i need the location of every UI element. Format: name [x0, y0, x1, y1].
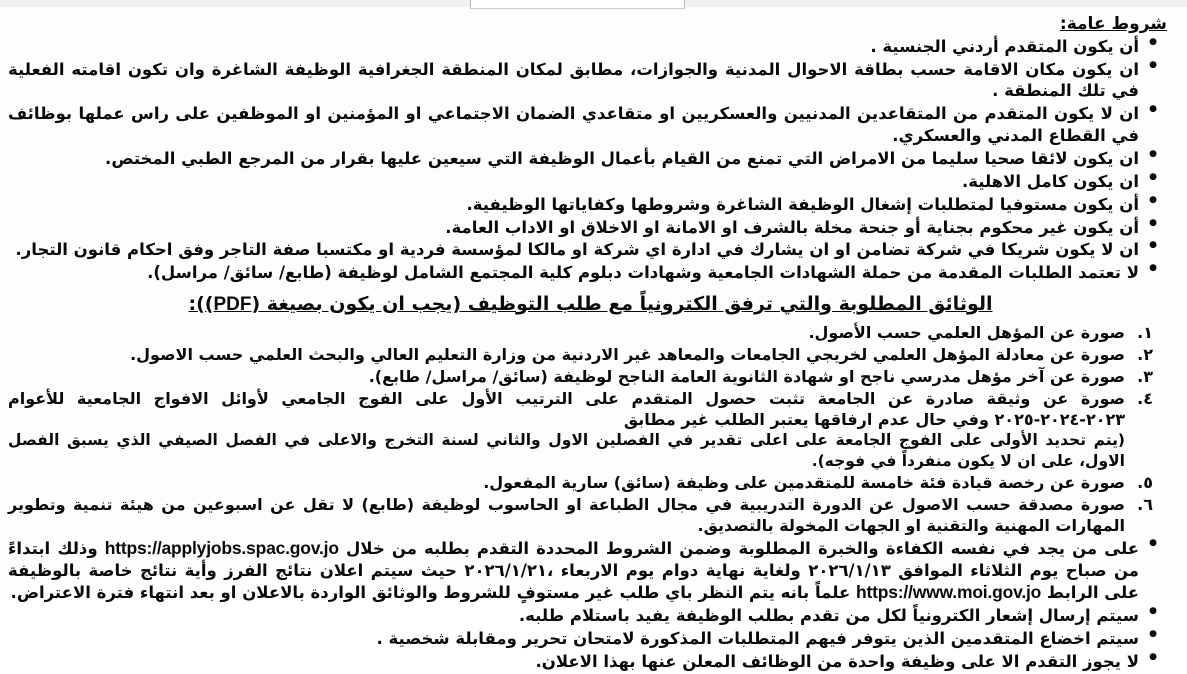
- moi-url[interactable]: https://www.moi.gov.jo: [855, 582, 1042, 603]
- list-item-text: صورة عن المؤهل العلمي حسب الأصول.: [808, 322, 1125, 342]
- list-item: ● لا تعتمد الطلبات المقدمة من حملة الشهادات الجامعية وشهادات دبلوم كلية المجتمع الشامل لوظيفة (طابع/ سائق/ مراسل).: [8, 262, 1159, 283]
- note-part-4: حيث سيتم اعلان نتائج الفرز وأية نتائج خاصة بالوظيفة على الرابط: [8, 560, 1139, 603]
- list-item: [8, 472, 1155, 493]
- note-part-1: على من يجد في نفسه الكفاءة والخبرة المطلوبة وضمن الشروط المحددة التقدم بطلبه من خلال: [345, 538, 1139, 558]
- list-item: ● ان لا يكون شريكا في شركة تضامن او ان يشارك في ادارة اي شركة او مالكا لمؤسسة فردية او مكتسبا صفة التاجر وفق احكام قانون التجار.: [8, 239, 1159, 260]
- list-item: ● ان يكون كامل الاهلية.: [8, 171, 1159, 192]
- list-item: ● ان يكون مكان الاقامة حسب بطاقة الاحوال المدنية والجوازات، مطابق لمكان المنطقة الجغرافية الوظيفة الشاغرة وان تكون اقامته الفعلية في تلك المنطقة .: [8, 59, 1159, 102]
- final-notes-list: [8, 537, 1173, 673]
- note-part-3: ولغاية نهاية دوام يوم الاربعاء: [560, 560, 801, 580]
- note-part-2: وذلك ابتداءً من صباح يوم الثلاثاء الموافق: [8, 538, 1140, 580]
- list-item-text: صورة عن رخصة قيادة فئة خامسة للمتقدمين على وظيفة (سائق) سارية المفعول.: [483, 472, 1125, 492]
- list-item: [8, 494, 1155, 536]
- list-item-text: صورة عن آخر مؤهل مدرسي ناجح او شهادة الثانوية العامة الناجح لوظيفة (سائق/ مراسل/ طابع).: [368, 367, 1125, 387]
- list-item-subtext: (يتم تحديد الأولى على الفوج الجامعة على اعلى تقدير في الفصلين الاول والثاني لسنة التخرج والاعلى في الفصل الصيفي الذي يسبق الفصل الاول، على ان لا يكون منفرداً في فوجه).: [8, 431, 1125, 470]
- general-conditions-list: [8, 36, 1173, 284]
- required-documents-title-before: الوثائق المطلوبة والتي ترفق الكترونياً مع طلب التوظيف (يجب ان يكون بصيغة (: [251, 292, 993, 315]
- list-item: [8, 388, 1155, 471]
- required-documents-list: [8, 322, 1173, 536]
- list-item: ● سيتم اخضاع المتقدمين الذين يتوفر فيهم المتطلبات المذكورة لامتحان تحرير ومقابلة شخصية .: [8, 628, 1159, 649]
- list-item: ● أن يكون غير محكوم بجناية أو جنحة مخلة بالشرف او الامانة او الاخلاق او الاداب العامة.: [8, 217, 1159, 238]
- end-date: ،٢٠٢٦/١/٢١: [464, 560, 554, 580]
- list-item: ● أن يكون المتقدم أردني الجنسية .: [8, 36, 1159, 57]
- list-item: ● ان يكون لائقا صحيا سليما من الامراض التي تمنع من القيام بأعمال الوظيفة التي سيعين عليها بقرار من المرجع الطبي المختص.: [8, 148, 1159, 169]
- required-documents-title: [8, 293, 1173, 316]
- list-item: ● سيتم إرسال إشعار الكترونياً لكل من تقدم بطلب الوظيفة يفيد باستلام طلبه.: [8, 605, 1159, 626]
- list-item: ● لا يجوز التقدم الا على وظيفة واحدة من الوظائف المعلن عنها بهذا الاعلان.: [8, 651, 1159, 672]
- start-date: ٢٠٢٦/١/١٣: [808, 560, 891, 580]
- scan-artifact-box: [470, 0, 685, 9]
- list-item-text: صورة مصدقة حسب الاصول عن الدورة التدريبية في مجال الطباعة او الحاسوب لوظيفة (طابع) لا تقل عن اسبوعين من هيئة تنمية وتطوير المهارات المهنية والتقنية او الجهات المخولة بالتصديق.: [8, 494, 1125, 535]
- list-item: ● أن يكون مستوفيا لمتطلبات إشغال الوظيفة الشاغرة وشروطها وكفاياتها الوظيفية.: [8, 194, 1159, 215]
- apply-jobs-url[interactable]: https://applyjobs.spac.gov.jo: [104, 537, 339, 558]
- list-item-text: صورة عن وثيقة صادرة عن الجامعة تثبت حصول المتقدم على الترتيب الأول على الفوج الجامعي لأوائل الافواج الجامعية للأعوام ٢٠٢٣-٢٠٢٤-٢٠٢٥ وفي حال عدم ارفاقها يعتبر الطلب غير مطابق: [8, 389, 1125, 430]
- pdf-label: PDF: [213, 293, 252, 315]
- general-conditions-title: شروط عامة:: [1059, 14, 1167, 34]
- list-item-text: صورة عن معادلة المؤهل العلمي لخريجي الجامعات والمعاهد غير الاردنية من وزارة التعليم العالي والبحث العلمي حسب الاصول.: [130, 344, 1125, 364]
- required-documents-title-after: )):: [188, 292, 214, 315]
- scan-artifact-right: [685, 0, 1187, 7]
- list-item: [8, 322, 1155, 343]
- list-item: [8, 344, 1155, 365]
- document-content: [8, 14, 1173, 674]
- list-item: [8, 366, 1155, 387]
- scan-artifact-left: [0, 0, 470, 7]
- note-part-5: علماً بانه يتم النظر باي طلب غير مستوفٍ للشروط والوثائق الواردة بالاعلان او بعد انتهاء فترة الاعتراض.: [10, 583, 851, 603]
- list-item: ● ان لا يكون المتقدم من المتقاعدين المدنيين والعسكريين او متقاعدي الضمان الاجتماعي او المؤمنين او الموظفين على راس عملها بوظائف في القطاع المدني والعسكري.: [8, 103, 1159, 146]
